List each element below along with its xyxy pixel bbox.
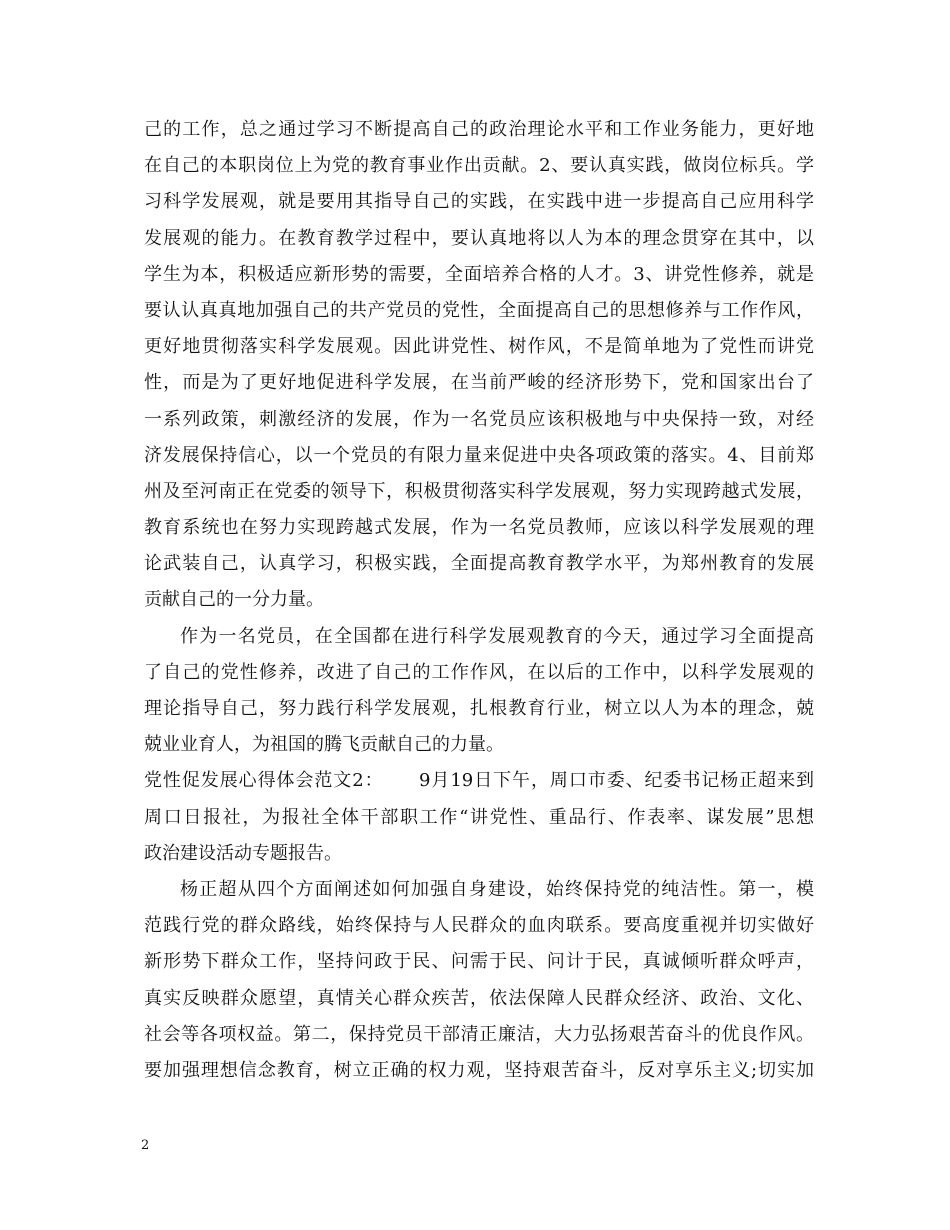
text-line: 贡献自己的一分力量。 bbox=[144, 589, 324, 611]
text-line: 周口日报社，为报社全体干部职工作“讲党性、重品行、作表率、谋发展”思想 bbox=[144, 806, 814, 828]
text-line: 性，而是为了更好地促进科学发展，在当前严峻的经济形势下，党和国家出台了 bbox=[144, 372, 814, 394]
text-line: 政治建设活动专题报告。 bbox=[144, 842, 342, 864]
text-line: 杨正超从四个方面阐述如何加强自身建设，始终保持党的纯洁性。第一，模 bbox=[180, 878, 814, 900]
text-line: 范践行党的群众路线，始终保持与人民群众的血肉联系。要高度重视并切实做好 bbox=[144, 915, 814, 937]
page-number: 2 bbox=[141, 1138, 150, 1153]
text-line: 要认认真真地加强自己的共产党员的党性，全面提高自己的思想修养与工作作风， bbox=[144, 299, 814, 321]
text-line: 济发展保持信心，以一个党员的有限力量来促进中央各项政策的落实。4、目前郑 bbox=[144, 444, 814, 466]
body-text bbox=[144, 112, 814, 1089]
text-line: 真实反映群众愿望，真情关心群众疾苦，依法保障人民群众经济、政治、文化、 bbox=[144, 987, 814, 1009]
text-line: 作为一名党员，在全国都在进行科学发展观教育的今天，通过学习全面提高 bbox=[180, 625, 814, 647]
text-line: 习科学发展观，就是要用其指导自己的实践，在实践中进一步提高自己应用科学 bbox=[144, 191, 814, 213]
text-line: 学生为本，积极适应新形势的需要，全面培养合格的人才。3、讲党性修养，就是 bbox=[144, 263, 814, 285]
text-line: 论武装自己，认真学习，积极实践，全面提高教育教学水平，为郑州教育的发展 bbox=[144, 553, 814, 575]
text-line: 了自己的党性修养，改进了自己的工作作风，在以后的工作中，以科学发展观的 bbox=[144, 661, 814, 683]
text-line: 理论指导自己，努力践行科学发展观，扎根教育行业，树立以人为本的理念，兢 bbox=[144, 698, 814, 719]
text-line: 州及至河南正在党委的领导下，积极贯彻落实科学发展观，努力实现跨越式发展， bbox=[144, 480, 814, 502]
text-line: 发展观的能力。在教育教学过程中，要认真地将以人为本的理念贯穿在其中，以 bbox=[144, 227, 814, 249]
text-line: 新形势下群众工作，坚持问政于民、问需于民、问计于民，真诚倾听群众呼声， bbox=[144, 951, 814, 973]
text-line: 要加强理想信念教育，树立正确的权力观，坚持艰苦奋斗，反对享乐主义;切实加 bbox=[144, 1059, 814, 1081]
text-line: 兢业业育人，为祖国的腾飞贡献自己的力量。 bbox=[144, 734, 504, 756]
text-line: 社会等各项权益。第二，保持党员干部清正廉洁，大力弘扬艰苦奋斗的优良作风。 bbox=[144, 1023, 814, 1045]
text-line: 己的工作，总之通过学习不断提高自己的政治理论水平和工作业务能力，更好地 bbox=[144, 119, 814, 140]
text-line: 在自己的本职岗位上为党的教育事业作出贡献。2、要认真实践，做岗位标兵。学 bbox=[144, 155, 814, 177]
section-heading-line: 党性促发展心得体会范文2： 9月19日下午，周口市委、纪委书记杨正超来到 bbox=[144, 770, 814, 792]
text-line: 教育系统也在努力实现跨越式发展，作为一名党员教师，应该以科学发展观的理 bbox=[144, 517, 814, 539]
text-line: 一系列政策，刺激经济的发展，作为一名党员应该积极地与中央保持一致，对经 bbox=[144, 408, 814, 430]
text-line: 更好地贯彻落实科学发展观。因此讲党性、树作风，不是简单地为了党性而讲党 bbox=[144, 336, 814, 358]
